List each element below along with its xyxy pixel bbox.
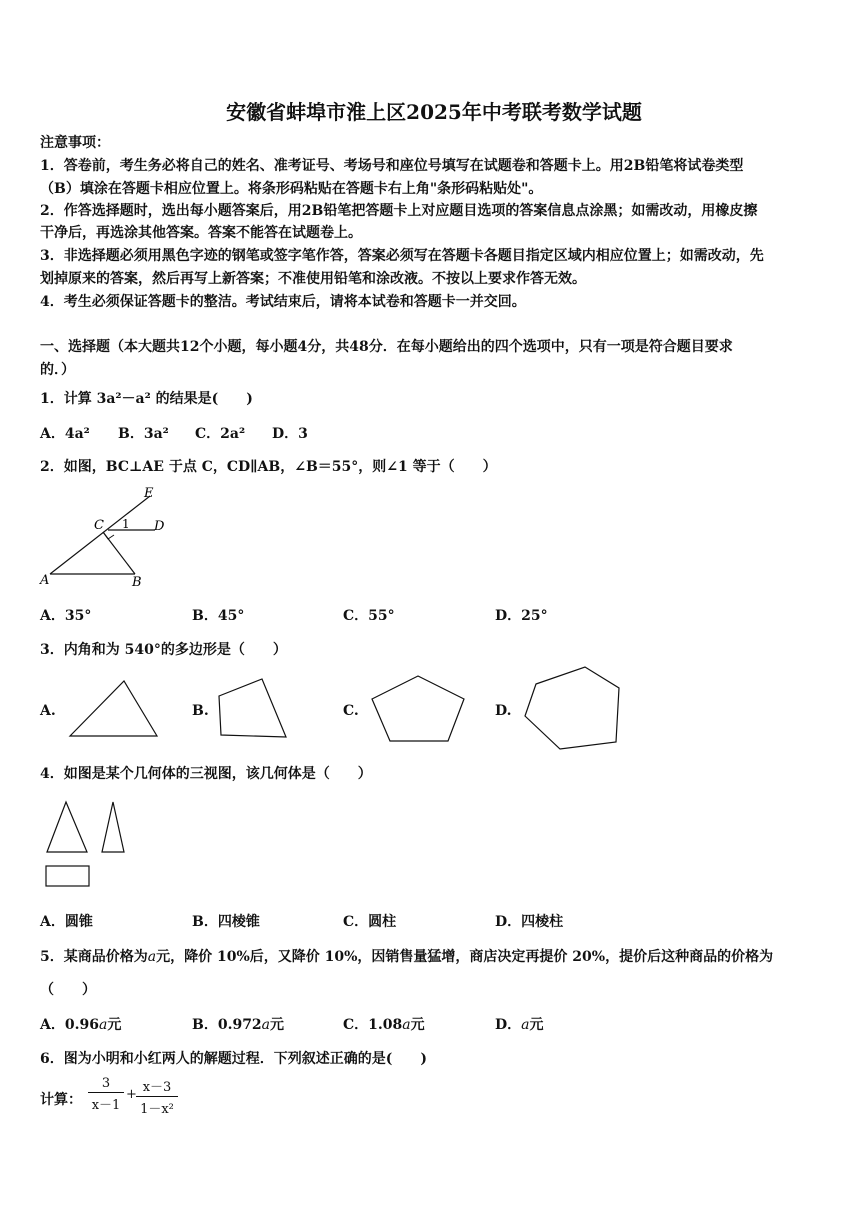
notes-line: （B）填涂在答题卡相应位置上。将条形码粘贴在答题卡右上角"条形码粘贴处"。 [40,181,543,197]
q6-fraction-2 [136,1076,178,1117]
q5-option-c [343,1014,425,1034]
q2-text: 2．如图，BC⊥AE 于点 C，CD∥AB，∠B＝55°，则∠1 等于（ ） [40,459,497,475]
q5-option-a-var: a [98,1017,108,1033]
q5-variable: a [147,949,157,965]
q5-option-d-value: D． [495,1017,522,1033]
q3-option-a: A. [40,703,56,719]
q4-option-a: A．圆锥 [40,914,93,930]
q2-option-c: C．55° [343,608,395,624]
q1-option-d: D．3 [272,426,308,442]
q5-option-a [40,1014,121,1034]
q5-option-a-unit: 元 [107,1017,122,1033]
q3-option-b: B. [192,703,209,719]
q1-option-c: C．2a² [195,426,246,442]
q4-three-views-figure [40,796,132,892]
fraction-numerator: x－3 [142,1080,172,1095]
fraction-bar [136,1096,178,1097]
q5-option-c-value: C．1.08 [343,1017,403,1033]
q5-option-b-value: B．0.972 [192,1017,262,1033]
q6-fraction-1 [88,1076,124,1113]
q3-option-d-heptagon [520,664,624,752]
q6-plus-sign: + [126,1087,137,1102]
q3-option-c-pentagon [368,673,468,745]
fraction-bar [88,1092,124,1093]
q5-option-d-var: a [521,1017,530,1033]
section-heading-cont: 的．） [40,362,75,378]
notes-line: 3．非选择题必须用黑色字迹的钢笔或签字笔作答，答案必须写在答题卡各题目指定区域内相应位置上；如需改动，先 [40,248,764,264]
q5-option-b-var: a [261,1017,271,1033]
q3-option-d: D. [495,703,512,719]
q5-option-d-unit: 元 [529,1017,544,1033]
q1-option-b: B．3a² [118,426,169,442]
figure-label-c: C [94,518,104,533]
q5-option-b [192,1014,284,1034]
q4-option-b: B．四棱锥 [192,914,260,930]
q6-calc-label: 计算： [40,1092,82,1108]
q5-option-b-unit: 元 [270,1017,285,1033]
notes-line: 划掉原来的答案，然后再写上新答案；不准使用铅笔和涂改液。不按以上要求作答无效。 [40,271,586,287]
q5-option-c-unit: 元 [410,1017,425,1033]
q5-text-pre: 5．某商品价格为 [40,949,148,965]
q2-option-a: A．35° [40,608,92,624]
figure-label-d: D [154,519,165,534]
q5-option-a-value: A．0.96 [40,1017,99,1033]
q1-option-a: A．4a² [40,426,90,442]
q3-option-a-triangle [68,678,160,740]
fraction-denominator: 1－x² [140,1102,174,1117]
q5-option-c-var: a [402,1017,411,1033]
figure-label-e: E [144,486,154,501]
figure-label-angle-1: 1 [122,517,130,531]
q4-text: 4．如图是某个几何体的三视图，该几何体是（ ） [40,766,372,782]
q5-paren: （ ） [40,982,96,998]
q6-text: 6．图为小明和小红两人的解题过程．下列叙述正确的是( ) [40,1051,427,1067]
fraction-numerator: 3 [101,1076,111,1091]
q5-text-post: 元，降价 10%后，又降价 10%，因销售量猛增，商店决定再提价 20%，提价后这种商品的价格为 [156,949,774,965]
notes-line: 1．答卷前，考生务必将自己的姓名、准考证号、考场号和座位号填写在试题卷和答题卡上。用2B铅笔将试卷类型 [40,158,744,174]
q1-text: 1．计算 3a²－a² 的结果是( ) [40,391,253,407]
notes-heading: 注意事项： [40,135,110,151]
q5-text [40,946,773,966]
q4-option-c: C．圆柱 [343,914,397,930]
notes-line: 4．考生必须保证答题卡的整洁。考试结束后，请将本试卷和答题卡一并交回。 [40,294,526,310]
section-heading: 一、选择题（本大题共12个小题，每小题4分，共48分．在每小题给出的四个选项中，只有一项是符合题目要求 [40,339,733,355]
q2-figure [40,484,170,594]
figure-label-b: B [132,575,142,590]
q5-option-d [495,1014,544,1034]
q3-option-c: C. [343,703,359,719]
figure-label-a: A [40,573,50,588]
q4-option-d: D．四棱柱 [495,914,564,930]
q3-option-b-quadrilateral [215,676,290,741]
page-title: 安徽省蚌埠市淮上区2025年中考联考数学试题 [226,100,642,124]
fraction-denominator: x－1 [91,1098,121,1113]
q2-option-d: D．25° [495,608,548,624]
notes-line: 干净后，再选涂其他答案。答案不能答在试题卷上。 [40,225,362,241]
q2-option-b: B．45° [192,608,245,624]
notes-line: 2．作答选择题时，选出每小题答案后，用2B铅笔把答题卡上对应题目选项的答案信息点涂黑；如需改动，用橡皮擦 [40,203,758,219]
q3-text: 3．内角和为 540°的多边形是（ ） [40,642,287,658]
